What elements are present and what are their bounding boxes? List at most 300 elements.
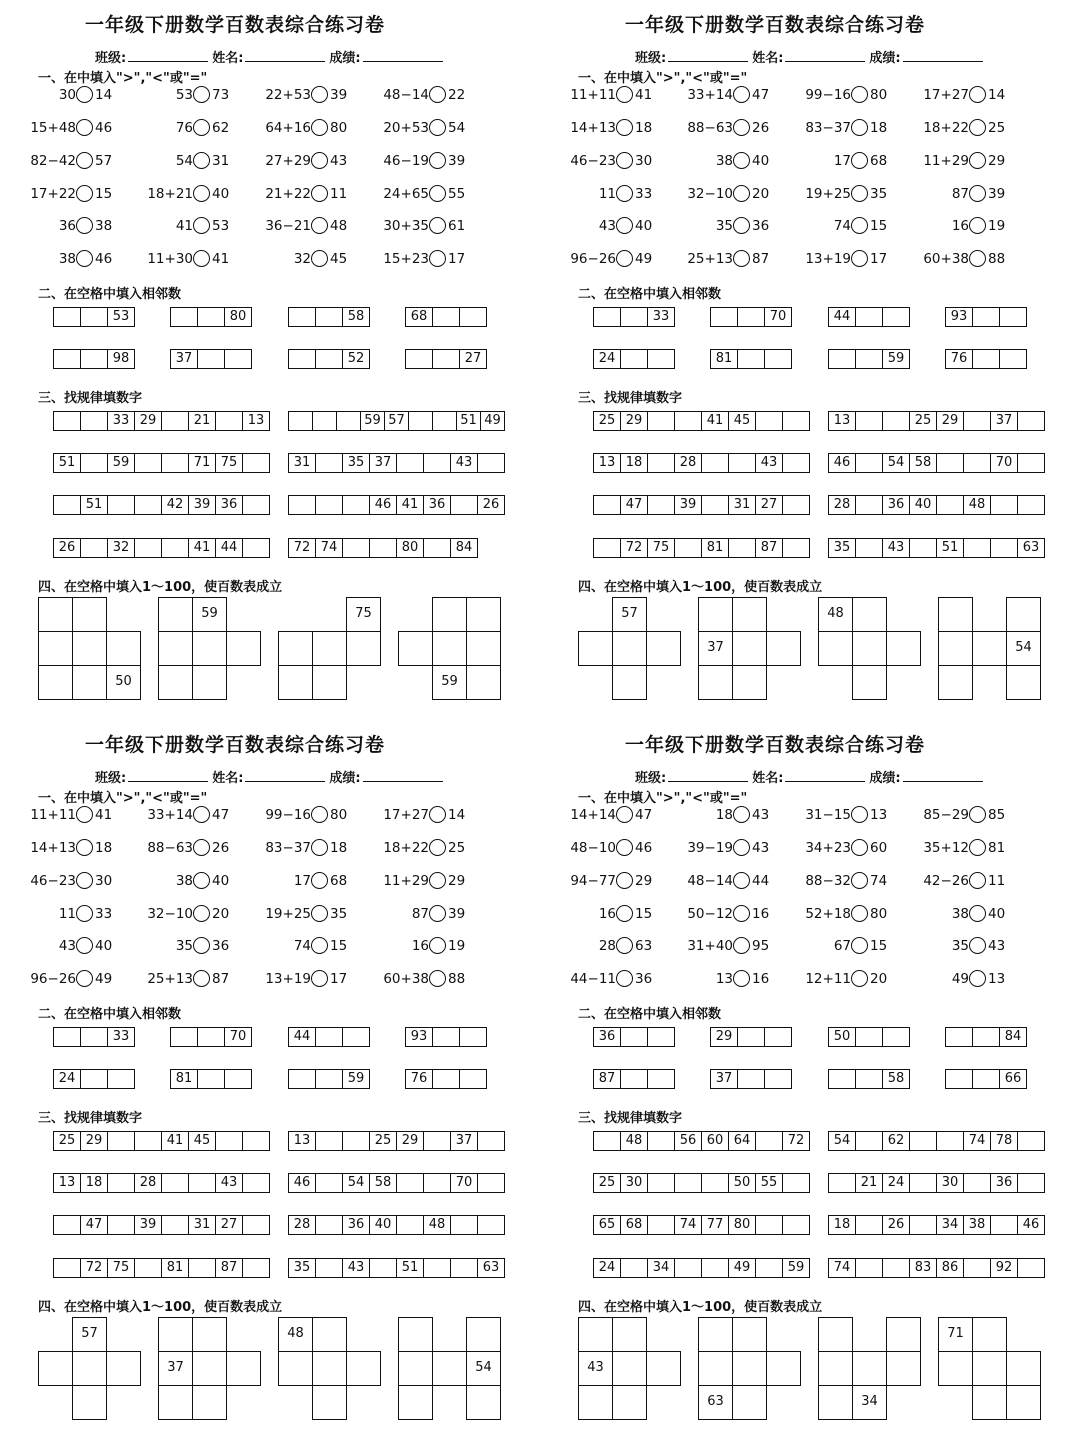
answer-circle[interactable] xyxy=(616,872,633,889)
answer-circle[interactable] xyxy=(76,905,93,922)
answer-circle[interactable] xyxy=(429,185,446,202)
answer-cell[interactable] xyxy=(432,1027,460,1047)
answer-circle[interactable] xyxy=(193,806,210,823)
answer-circle[interactable] xyxy=(311,152,328,169)
answer-cell[interactable] xyxy=(72,1385,107,1420)
answer-cell[interactable] xyxy=(737,307,765,327)
answer-cell[interactable] xyxy=(226,1351,261,1386)
answer-cell[interactable] xyxy=(732,1385,767,1420)
answer-cell[interactable] xyxy=(459,307,487,327)
answer-cell[interactable] xyxy=(828,1069,856,1089)
answer-cell[interactable] xyxy=(72,665,107,700)
answer-cell[interactable] xyxy=(855,495,883,515)
answer-cell[interactable] xyxy=(423,1258,451,1278)
answer-cell[interactable] xyxy=(755,1215,783,1235)
answer-cell[interactable] xyxy=(945,1027,973,1047)
answer-cell[interactable] xyxy=(578,1385,613,1420)
answer-circle[interactable] xyxy=(851,250,868,267)
answer-cell[interactable] xyxy=(315,453,343,473)
answer-cell[interactable] xyxy=(106,631,141,666)
name-blank[interactable] xyxy=(785,770,865,782)
answer-cell[interactable] xyxy=(398,1317,433,1352)
answer-cell[interactable] xyxy=(423,538,451,558)
answer-cell[interactable] xyxy=(369,1258,397,1278)
answer-cell[interactable] xyxy=(315,1027,343,1047)
answer-cell[interactable] xyxy=(134,453,162,473)
answer-circle[interactable] xyxy=(76,839,93,856)
answer-cell[interactable] xyxy=(963,538,991,558)
answer-cell[interactable] xyxy=(158,631,193,666)
answer-cell[interactable] xyxy=(197,1069,225,1089)
answer-circle[interactable] xyxy=(76,185,93,202)
answer-cell[interactable] xyxy=(972,307,1000,327)
answer-cell[interactable] xyxy=(134,495,162,515)
answer-circle[interactable] xyxy=(76,970,93,987)
answer-cell[interactable] xyxy=(477,1215,505,1235)
answer-cell[interactable] xyxy=(612,1351,647,1386)
answer-cell[interactable] xyxy=(972,1385,1007,1420)
answer-cell[interactable] xyxy=(346,1351,381,1386)
answer-cell[interactable] xyxy=(312,665,347,700)
answer-cell[interactable] xyxy=(909,1131,937,1151)
answer-circle[interactable] xyxy=(616,217,633,234)
answer-cell[interactable] xyxy=(963,453,991,473)
answer-cell[interactable] xyxy=(593,538,621,558)
answer-cell[interactable] xyxy=(855,453,883,473)
answer-cell[interactable] xyxy=(278,665,313,700)
answer-cell[interactable] xyxy=(423,1131,451,1151)
answer-cell[interactable] xyxy=(1006,1351,1041,1386)
answer-cell[interactable] xyxy=(1006,597,1041,632)
answer-circle[interactable] xyxy=(76,217,93,234)
answer-cell[interactable] xyxy=(38,631,73,666)
answer-circle[interactable] xyxy=(851,937,868,954)
class-blank[interactable] xyxy=(128,50,208,62)
answer-cell[interactable] xyxy=(578,1317,613,1352)
answer-cell[interactable] xyxy=(855,411,883,431)
answer-cell[interactable] xyxy=(197,307,225,327)
answer-cell[interactable] xyxy=(855,538,883,558)
answer-cell[interactable] xyxy=(432,631,467,666)
score-blank[interactable] xyxy=(903,50,983,62)
answer-cell[interactable] xyxy=(1017,411,1045,431)
answer-circle[interactable] xyxy=(429,119,446,136)
answer-cell[interactable] xyxy=(106,1351,141,1386)
answer-cell[interactable] xyxy=(909,538,937,558)
answer-cell[interactable] xyxy=(192,1351,227,1386)
answer-cell[interactable] xyxy=(766,1351,801,1386)
answer-cell[interactable] xyxy=(882,307,910,327)
answer-cell[interactable] xyxy=(1006,665,1041,700)
answer-circle[interactable] xyxy=(311,970,328,987)
answer-circle[interactable] xyxy=(311,217,328,234)
answer-circle[interactable] xyxy=(429,152,446,169)
answer-cell[interactable] xyxy=(192,665,227,700)
answer-cell[interactable] xyxy=(936,453,964,473)
answer-cell[interactable] xyxy=(396,1215,424,1235)
answer-circle[interactable] xyxy=(969,250,986,267)
answer-cell[interactable] xyxy=(312,1317,347,1352)
answer-circle[interactable] xyxy=(193,970,210,987)
answer-circle[interactable] xyxy=(969,806,986,823)
answer-cell[interactable] xyxy=(593,307,621,327)
answer-circle[interactable] xyxy=(969,119,986,136)
answer-cell[interactable] xyxy=(698,1317,733,1352)
answer-cell[interactable] xyxy=(398,631,433,666)
answer-circle[interactable] xyxy=(969,185,986,202)
answer-cell[interactable] xyxy=(53,1258,81,1278)
class-blank[interactable] xyxy=(128,770,208,782)
answer-cell[interactable] xyxy=(855,307,883,327)
answer-cell[interactable] xyxy=(882,411,910,431)
answer-cell[interactable] xyxy=(1017,1258,1045,1278)
answer-cell[interactable] xyxy=(1017,495,1045,515)
answer-cell[interactable] xyxy=(972,631,1007,666)
answer-circle[interactable] xyxy=(733,872,750,889)
answer-cell[interactable] xyxy=(936,495,964,515)
answer-cell[interactable] xyxy=(432,597,467,632)
answer-cell[interactable] xyxy=(999,349,1027,369)
answer-cell[interactable] xyxy=(432,307,460,327)
class-blank[interactable] xyxy=(668,50,748,62)
answer-cell[interactable] xyxy=(161,538,189,558)
answer-cell[interactable] xyxy=(732,665,767,700)
answer-cell[interactable] xyxy=(72,597,107,632)
score-blank[interactable] xyxy=(903,770,983,782)
answer-cell[interactable] xyxy=(972,1317,1007,1352)
answer-circle[interactable] xyxy=(311,905,328,922)
answer-cell[interactable] xyxy=(855,1258,883,1278)
answer-cell[interactable] xyxy=(170,307,198,327)
answer-circle[interactable] xyxy=(733,970,750,987)
answer-cell[interactable] xyxy=(288,1069,316,1089)
answer-circle[interactable] xyxy=(616,937,633,954)
answer-cell[interactable] xyxy=(855,1027,883,1047)
answer-cell[interactable] xyxy=(423,453,451,473)
answer-cell[interactable] xyxy=(647,1173,675,1193)
answer-circle[interactable] xyxy=(851,839,868,856)
answer-cell[interactable] xyxy=(288,307,316,327)
answer-circle[interactable] xyxy=(616,86,633,103)
answer-circle[interactable] xyxy=(851,806,868,823)
answer-cell[interactable] xyxy=(450,1215,478,1235)
answer-cell[interactable] xyxy=(1017,1173,1045,1193)
answer-cell[interactable] xyxy=(782,411,810,431)
answer-cell[interactable] xyxy=(134,538,162,558)
answer-cell[interactable] xyxy=(315,307,343,327)
answer-circle[interactable] xyxy=(311,185,328,202)
answer-cell[interactable] xyxy=(674,1173,702,1193)
answer-cell[interactable] xyxy=(646,1351,681,1386)
answer-cell[interactable] xyxy=(192,1317,227,1352)
answer-cell[interactable] xyxy=(828,1173,856,1193)
answer-cell[interactable] xyxy=(288,495,316,515)
answer-circle[interactable] xyxy=(616,970,633,987)
answer-cell[interactable] xyxy=(72,1351,107,1386)
answer-cell[interactable] xyxy=(732,597,767,632)
answer-cell[interactable] xyxy=(972,1027,1000,1047)
answer-circle[interactable] xyxy=(733,905,750,922)
answer-cell[interactable] xyxy=(612,665,647,700)
answer-cell[interactable] xyxy=(450,1258,478,1278)
answer-cell[interactable] xyxy=(242,538,270,558)
answer-cell[interactable] xyxy=(312,411,337,431)
answer-cell[interactable] xyxy=(647,411,675,431)
answer-cell[interactable] xyxy=(855,1131,883,1151)
answer-cell[interactable] xyxy=(828,349,856,369)
answer-cell[interactable] xyxy=(698,665,733,700)
name-blank[interactable] xyxy=(245,770,325,782)
answer-cell[interactable] xyxy=(336,411,361,431)
answer-cell[interactable] xyxy=(972,1351,1007,1386)
score-blank[interactable] xyxy=(363,770,443,782)
answer-cell[interactable] xyxy=(882,1258,910,1278)
answer-cell[interactable] xyxy=(80,1027,108,1047)
answer-cell[interactable] xyxy=(818,1385,853,1420)
answer-cell[interactable] xyxy=(215,411,243,431)
answer-circle[interactable] xyxy=(851,119,868,136)
answer-cell[interactable] xyxy=(647,495,675,515)
answer-cell[interactable] xyxy=(242,495,270,515)
answer-cell[interactable] xyxy=(620,1069,648,1089)
answer-cell[interactable] xyxy=(963,1173,991,1193)
answer-cell[interactable] xyxy=(226,631,261,666)
answer-cell[interactable] xyxy=(909,1215,937,1235)
answer-cell[interactable] xyxy=(938,631,973,666)
answer-cell[interactable] xyxy=(782,538,810,558)
answer-cell[interactable] xyxy=(38,665,73,700)
answer-cell[interactable] xyxy=(192,1385,227,1420)
answer-cell[interactable] xyxy=(242,1131,270,1151)
answer-cell[interactable] xyxy=(737,349,765,369)
answer-cell[interactable] xyxy=(346,631,381,666)
answer-cell[interactable] xyxy=(315,1258,343,1278)
answer-cell[interactable] xyxy=(737,1069,765,1089)
answer-cell[interactable] xyxy=(882,1027,910,1047)
answer-cell[interactable] xyxy=(224,349,252,369)
answer-cell[interactable] xyxy=(312,1385,347,1420)
answer-circle[interactable] xyxy=(429,250,446,267)
answer-cell[interactable] xyxy=(477,453,505,473)
answer-cell[interactable] xyxy=(698,597,733,632)
answer-cell[interactable] xyxy=(408,411,433,431)
answer-cell[interactable] xyxy=(459,1069,487,1089)
answer-cell[interactable] xyxy=(1017,453,1045,473)
answer-cell[interactable] xyxy=(288,349,316,369)
answer-circle[interactable] xyxy=(193,872,210,889)
answer-cell[interactable] xyxy=(38,597,73,632)
answer-cell[interactable] xyxy=(647,453,675,473)
answer-cell[interactable] xyxy=(107,1215,135,1235)
name-blank[interactable] xyxy=(785,50,865,62)
answer-circle[interactable] xyxy=(969,970,986,987)
answer-cell[interactable] xyxy=(278,631,313,666)
answer-cell[interactable] xyxy=(161,411,189,431)
answer-cell[interactable] xyxy=(423,1173,451,1193)
answer-cell[interactable] xyxy=(728,538,756,558)
answer-cell[interactable] xyxy=(107,1069,135,1089)
answer-cell[interactable] xyxy=(647,1215,675,1235)
answer-cell[interactable] xyxy=(755,1131,783,1151)
answer-cell[interactable] xyxy=(647,1069,675,1089)
answer-cell[interactable] xyxy=(909,1173,937,1193)
answer-cell[interactable] xyxy=(972,349,1000,369)
answer-circle[interactable] xyxy=(851,86,868,103)
answer-circle[interactable] xyxy=(429,937,446,954)
answer-circle[interactable] xyxy=(76,937,93,954)
answer-cell[interactable] xyxy=(728,453,756,473)
answer-circle[interactable] xyxy=(733,217,750,234)
answer-cell[interactable] xyxy=(134,1131,162,1151)
answer-cell[interactable] xyxy=(620,1027,648,1047)
answer-cell[interactable] xyxy=(764,1027,792,1047)
answer-cell[interactable] xyxy=(315,495,343,515)
answer-circle[interactable] xyxy=(429,86,446,103)
answer-cell[interactable] xyxy=(242,1173,270,1193)
answer-cell[interactable] xyxy=(72,631,107,666)
answer-cell[interactable] xyxy=(80,453,108,473)
answer-cell[interactable] xyxy=(852,597,887,632)
answer-cell[interactable] xyxy=(398,1385,433,1420)
answer-cell[interactable] xyxy=(432,349,460,369)
answer-circle[interactable] xyxy=(193,152,210,169)
answer-circle[interactable] xyxy=(193,250,210,267)
answer-circle[interactable] xyxy=(311,872,328,889)
answer-cell[interactable] xyxy=(396,453,424,473)
answer-circle[interactable] xyxy=(76,152,93,169)
score-blank[interactable] xyxy=(363,50,443,62)
answer-cell[interactable] xyxy=(612,631,647,666)
answer-cell[interactable] xyxy=(732,1317,767,1352)
answer-circle[interactable] xyxy=(733,86,750,103)
answer-circle[interactable] xyxy=(429,806,446,823)
answer-cell[interactable] xyxy=(782,1215,810,1235)
answer-cell[interactable] xyxy=(288,411,313,431)
answer-circle[interactable] xyxy=(311,119,328,136)
answer-circle[interactable] xyxy=(76,872,93,889)
answer-cell[interactable] xyxy=(477,1131,505,1151)
answer-cell[interactable] xyxy=(53,495,81,515)
answer-cell[interactable] xyxy=(990,495,1018,515)
answer-cell[interactable] xyxy=(398,1351,433,1386)
answer-circle[interactable] xyxy=(193,937,210,954)
answer-cell[interactable] xyxy=(886,1317,921,1352)
answer-circle[interactable] xyxy=(969,86,986,103)
answer-cell[interactable] xyxy=(158,1385,193,1420)
answer-cell[interactable] xyxy=(53,349,81,369)
answer-cell[interactable] xyxy=(647,1027,675,1047)
answer-cell[interactable] xyxy=(342,495,370,515)
answer-cell[interactable] xyxy=(158,1317,193,1352)
answer-cell[interactable] xyxy=(107,1173,135,1193)
answer-circle[interactable] xyxy=(193,217,210,234)
answer-cell[interactable] xyxy=(315,1131,343,1151)
answer-circle[interactable] xyxy=(311,937,328,954)
answer-circle[interactable] xyxy=(311,839,328,856)
answer-cell[interactable] xyxy=(161,453,189,473)
answer-cell[interactable] xyxy=(158,597,193,632)
answer-cell[interactable] xyxy=(197,1027,225,1047)
answer-cell[interactable] xyxy=(999,307,1027,327)
answer-cell[interactable] xyxy=(701,1173,729,1193)
answer-cell[interactable] xyxy=(886,1351,921,1386)
answer-cell[interactable] xyxy=(782,1173,810,1193)
answer-circle[interactable] xyxy=(969,152,986,169)
answer-cell[interactable] xyxy=(107,495,135,515)
answer-cell[interactable] xyxy=(107,1131,135,1151)
answer-cell[interactable] xyxy=(938,665,973,700)
answer-cell[interactable] xyxy=(818,1351,853,1386)
answer-cell[interactable] xyxy=(396,1173,424,1193)
answer-cell[interactable] xyxy=(852,665,887,700)
answer-cell[interactable] xyxy=(972,1069,1000,1089)
answer-cell[interactable] xyxy=(855,1215,883,1235)
answer-cell[interactable] xyxy=(188,1258,216,1278)
class-blank[interactable] xyxy=(668,770,748,782)
answer-cell[interactable] xyxy=(578,631,613,666)
answer-cell[interactable] xyxy=(466,597,501,632)
answer-circle[interactable] xyxy=(851,905,868,922)
answer-cell[interactable] xyxy=(782,495,810,515)
answer-cell[interactable] xyxy=(755,411,783,431)
answer-cell[interactable] xyxy=(312,631,347,666)
answer-cell[interactable] xyxy=(315,1173,343,1193)
answer-circle[interactable] xyxy=(429,970,446,987)
answer-circle[interactable] xyxy=(733,152,750,169)
answer-circle[interactable] xyxy=(616,185,633,202)
answer-cell[interactable] xyxy=(242,1215,270,1235)
answer-cell[interactable] xyxy=(158,665,193,700)
answer-cell[interactable] xyxy=(701,453,729,473)
answer-cell[interactable] xyxy=(1006,1385,1041,1420)
answer-circle[interactable] xyxy=(851,152,868,169)
answer-cell[interactable] xyxy=(593,1131,621,1151)
answer-circle[interactable] xyxy=(429,872,446,889)
answer-cell[interactable] xyxy=(432,1351,467,1386)
answer-circle[interactable] xyxy=(616,905,633,922)
answer-cell[interactable] xyxy=(315,1215,343,1235)
answer-cell[interactable] xyxy=(38,1351,73,1386)
answer-cell[interactable] xyxy=(646,631,681,666)
answer-cell[interactable] xyxy=(53,307,81,327)
answer-circle[interactable] xyxy=(76,250,93,267)
answer-cell[interactable] xyxy=(161,1215,189,1235)
answer-cell[interactable] xyxy=(459,1027,487,1047)
name-blank[interactable] xyxy=(245,50,325,62)
answer-cell[interactable] xyxy=(818,1317,853,1352)
answer-cell[interactable] xyxy=(938,1351,973,1386)
answer-cell[interactable] xyxy=(698,1351,733,1386)
answer-circle[interactable] xyxy=(851,872,868,889)
answer-circle[interactable] xyxy=(311,806,328,823)
answer-cell[interactable] xyxy=(612,1385,647,1420)
answer-cell[interactable] xyxy=(732,1351,767,1386)
answer-cell[interactable] xyxy=(80,307,108,327)
answer-circle[interactable] xyxy=(733,806,750,823)
answer-cell[interactable] xyxy=(161,1173,189,1193)
answer-circle[interactable] xyxy=(851,970,868,987)
answer-cell[interactable] xyxy=(701,1258,729,1278)
answer-circle[interactable] xyxy=(733,839,750,856)
answer-circle[interactable] xyxy=(969,937,986,954)
answer-cell[interactable] xyxy=(405,349,433,369)
answer-circle[interactable] xyxy=(193,839,210,856)
answer-cell[interactable] xyxy=(1017,1131,1045,1151)
answer-cell[interactable] xyxy=(466,665,501,700)
answer-cell[interactable] xyxy=(466,1317,501,1352)
answer-cell[interactable] xyxy=(990,1215,1018,1235)
answer-circle[interactable] xyxy=(733,119,750,136)
